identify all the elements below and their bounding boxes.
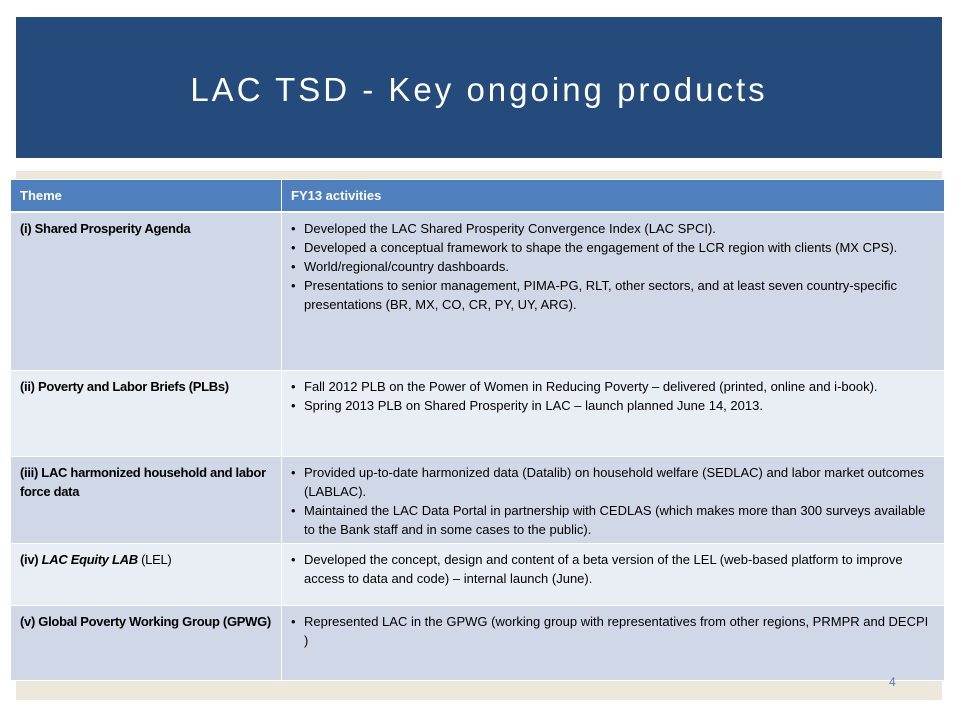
activities-cell [282,605,945,680]
activity-item: • Provided up-to-date harmonized data (Datalib) on household welfare (SEDLAC) and labor market outcomes (LABLAC). [291,463,935,501]
activities-cell [282,370,945,456]
activities-cell [282,212,945,370]
activity-item: • Developed a conceptual framework to shape the engagement of the LCR region with clients (MX CPS). [291,238,935,257]
header-theme: Theme [11,180,282,213]
activity-list [291,463,935,539]
activity-item: • World/regional/country dashboards. [291,257,935,276]
page-number: 4 [889,675,896,689]
activity-item: • Developed the concept, design and content of a beta version of the LEL (web-based platform to improve access to data and code) – internal launch (June). [291,550,935,588]
theme-cell [11,543,282,605]
theme-suffix: (LEL) [137,551,172,567]
table-row [11,212,945,370]
activity-item: • Developed the LAC Shared Prosperity Convergence Index (LAC SPCI). [291,219,935,238]
title-bar [16,17,942,158]
activities-cell [282,543,945,605]
activity-item: • Presentations to senior management, PIMA-PG, RLT, other sectors, and at least seven country-specific presentations (BR, MX, CO, CR, PY, UY, ARG). [291,276,935,314]
table-row [11,456,945,543]
activity-item: • Spring 2013 PLB on Shared Prosperity in LAC – launch planned June 14, 2013. [291,396,935,415]
activity-item: • Maintained the LAC Data Portal in partnership with CEDLAS (which makes more than 300 surveys available to the Bank staff and in some cases to the public). [291,501,935,539]
activity-item: • Represented LAC in the GPWG (working group with representatives from other regions, PRMPR and DECPI ) [291,612,935,650]
table-header-row [11,180,945,213]
products-table [10,179,945,681]
activity-list [291,377,935,415]
theme-cell: (i) Shared Prosperity Agenda [11,212,282,370]
activity-item: • Fall 2012 PLB on the Power of Women in Reducing Poverty – delivered (printed, online and i-book). [291,377,935,396]
table-row [11,605,945,680]
activities-cell [282,456,945,543]
theme-cell: (iii) LAC harmonized household and labor force data [11,456,282,543]
table-row [11,543,945,605]
activity-list [291,550,935,588]
slide-title: LAC TSD - Key ongoing products [190,70,768,108]
theme-cell: (v) Global Poverty Working Group (GPWG) [11,605,282,680]
table-row [11,370,945,456]
theme-cell: (ii) Poverty and Labor Briefs (PLBs) [11,370,282,456]
theme-italic: LAC Equity LAB [41,551,138,567]
activity-list [291,219,935,314]
header-fy13-activities: FY13 activities [282,180,945,213]
theme-prefix: (iv) [20,551,42,567]
activity-list [291,612,935,650]
